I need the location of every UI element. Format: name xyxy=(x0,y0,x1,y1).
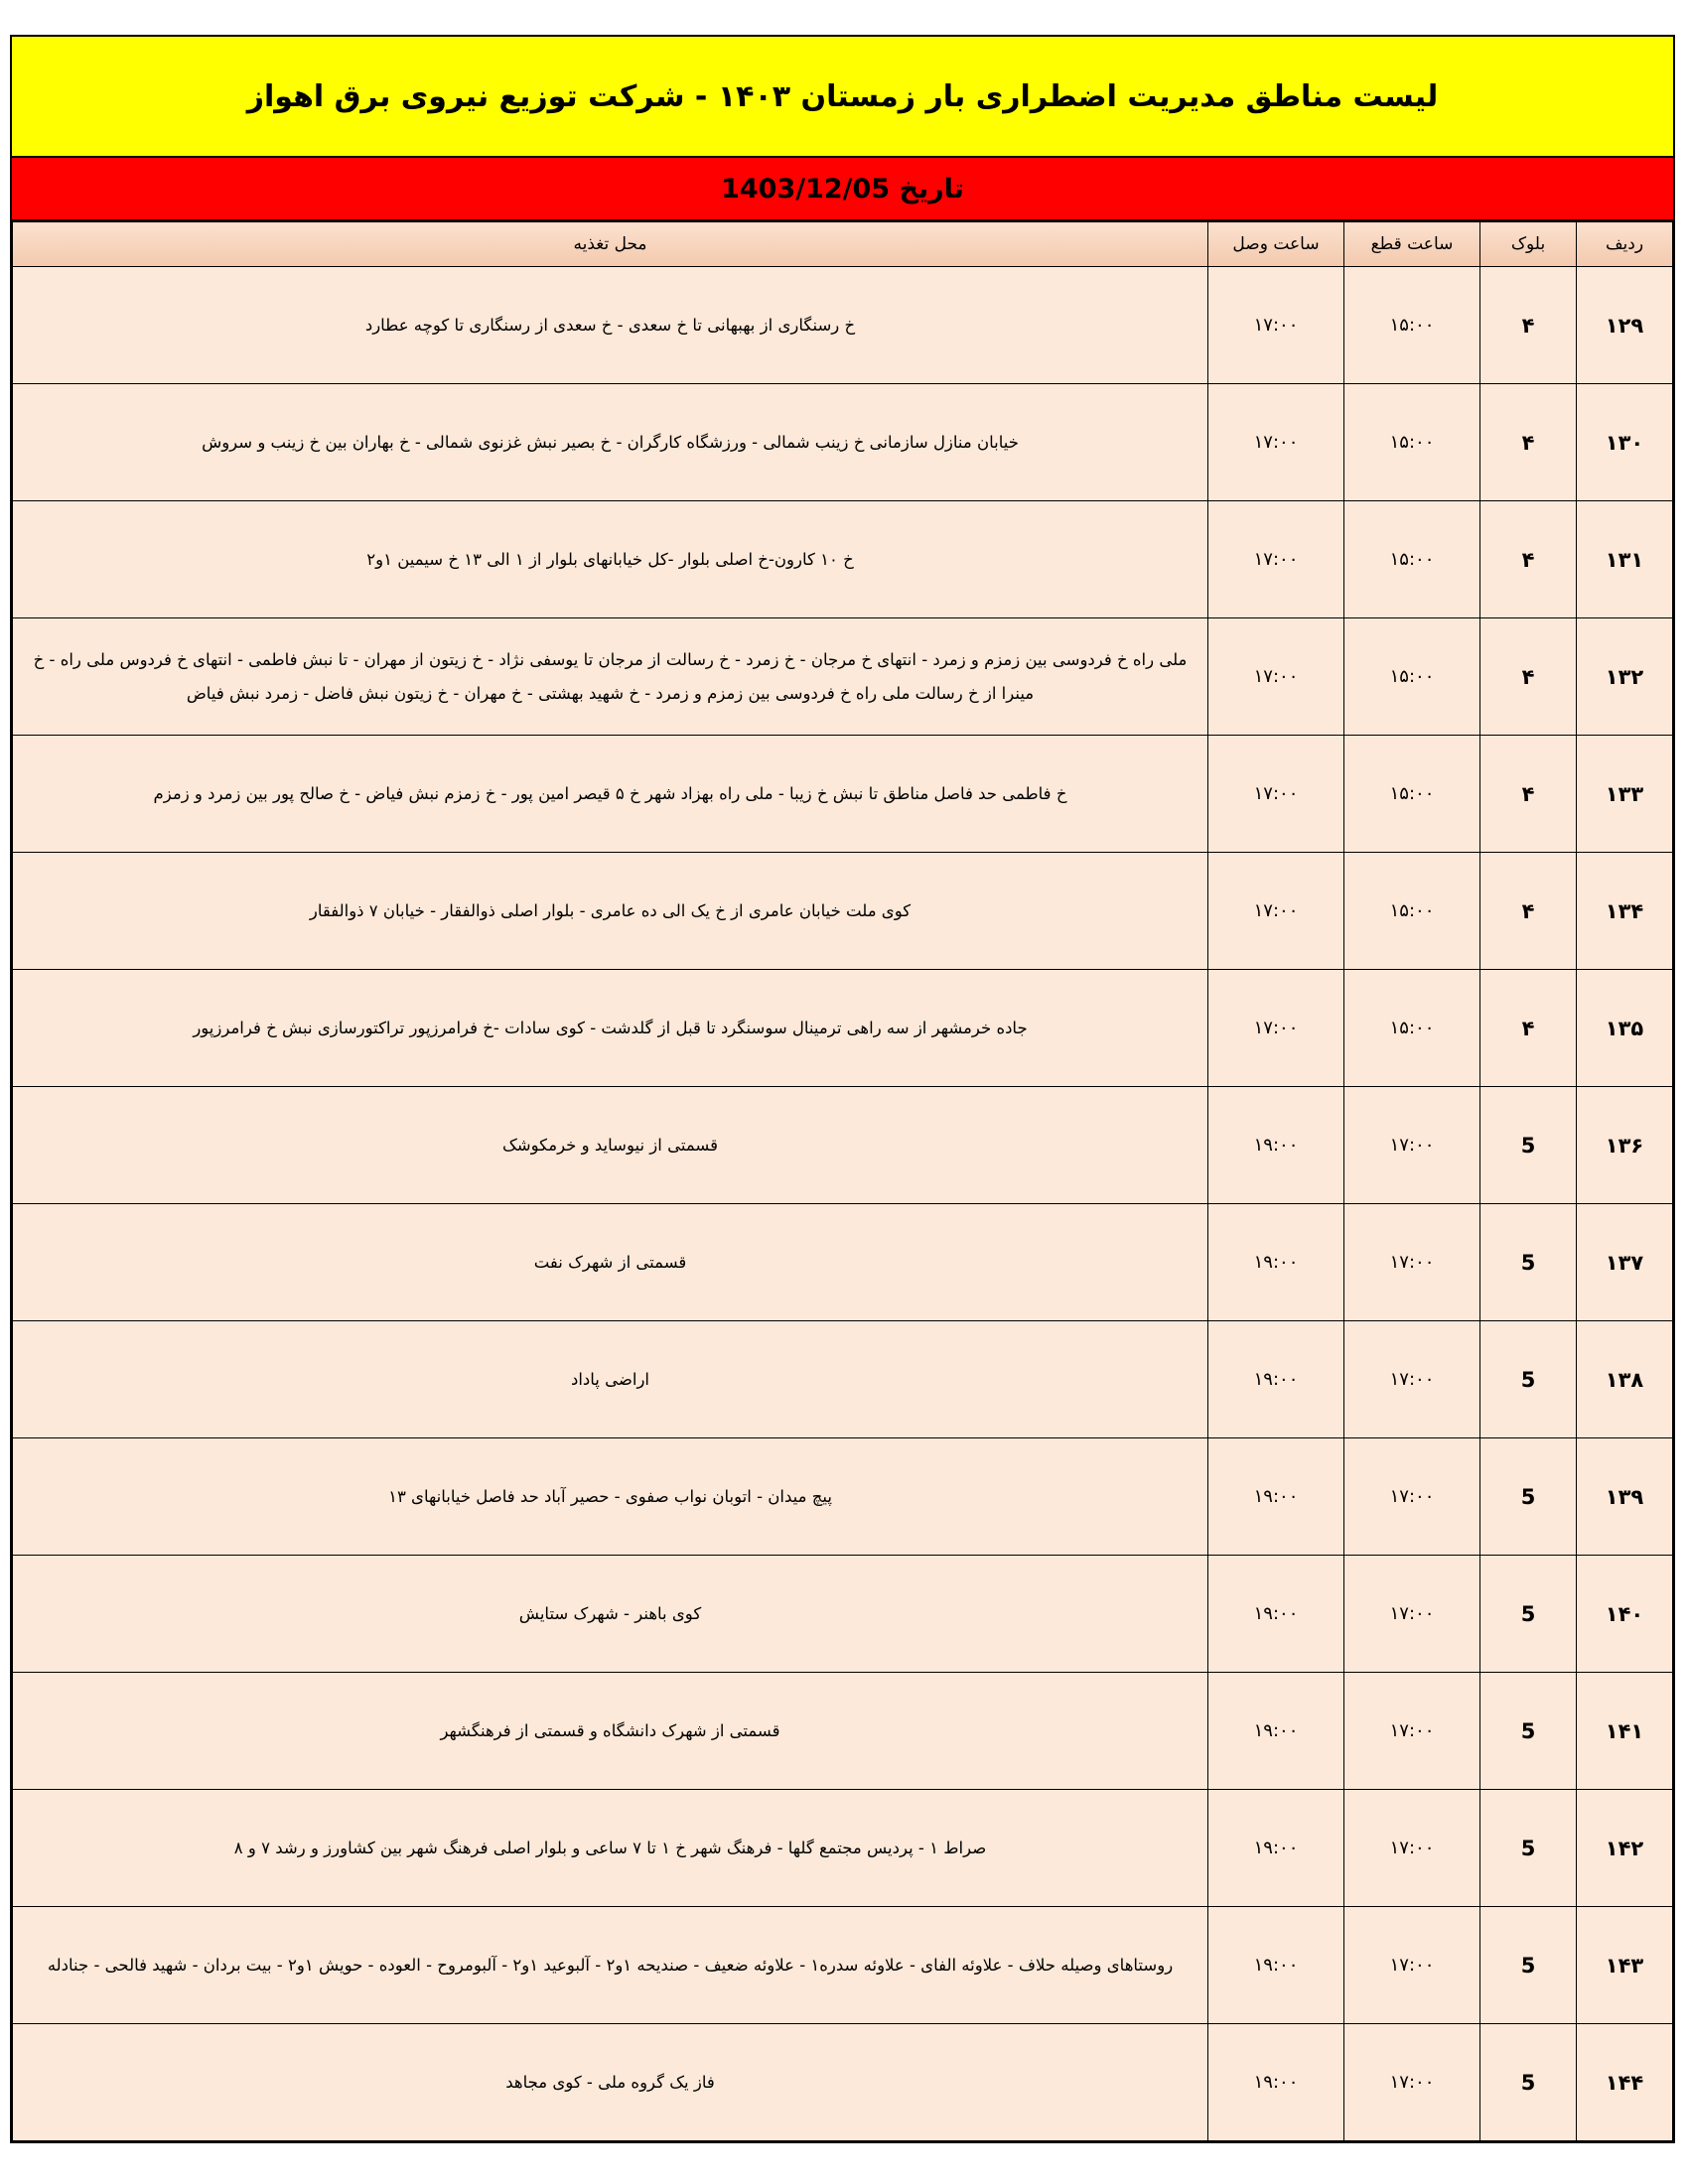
block-number: 5 xyxy=(1480,2024,1577,2141)
block-number: ۴ xyxy=(1480,970,1577,1087)
row-number: ۱۴۳ xyxy=(1577,1907,1673,2024)
connect-time: ۱۷:۰۰ xyxy=(1208,384,1344,501)
connect-time: ۱۷:۰۰ xyxy=(1208,853,1344,970)
page-title: لیست مناطق مدیریت اضطراری بار زمستان ۱۴۰۳ - شرکت توزیع نیروی برق اهواز xyxy=(246,78,1439,114)
cut-time: ۱۵:۰۰ xyxy=(1344,736,1480,853)
connect-time: ۱۹:۰۰ xyxy=(1208,1204,1344,1321)
row-number: ۱۳۳ xyxy=(1577,736,1673,853)
location: خ رسنگاری از بهبهانی تا خ سعدی - خ سعدی از رسنگاری تا کوچه عطارد xyxy=(13,267,1208,384)
row-number: ۱۴۴ xyxy=(1577,2024,1673,2141)
table-row xyxy=(13,1087,1673,1204)
schedule-table xyxy=(12,221,1673,2141)
table-row xyxy=(13,853,1673,970)
table-row xyxy=(13,2024,1673,2141)
location: اراضی پاداد xyxy=(13,1321,1208,1438)
block-number: 5 xyxy=(1480,1673,1577,1790)
location: فاز یک گروه ملی - کوی مجاهد xyxy=(13,2024,1208,2141)
block-number: ۴ xyxy=(1480,853,1577,970)
cut-time: ۱۷:۰۰ xyxy=(1344,1790,1480,1907)
block-number: 5 xyxy=(1480,1204,1577,1321)
table-row xyxy=(13,1321,1673,1438)
table-row xyxy=(13,1790,1673,1907)
cut-time: ۱۵:۰۰ xyxy=(1344,970,1480,1087)
table-row xyxy=(13,736,1673,853)
location: قسمتی از شهرک دانشگاه و قسمتی از فرهنگشهر xyxy=(13,1673,1208,1790)
connect-time: ۱۹:۰۰ xyxy=(1208,1556,1344,1673)
column-header-block: بلوک xyxy=(1480,222,1577,267)
cut-time: ۱۵:۰۰ xyxy=(1344,267,1480,384)
connect-time: ۱۹:۰۰ xyxy=(1208,1907,1344,2024)
connect-time: ۱۹:۰۰ xyxy=(1208,1673,1344,1790)
table-row xyxy=(13,1907,1673,2024)
cut-time: ۱۵:۰۰ xyxy=(1344,384,1480,501)
row-number: ۱۳۴ xyxy=(1577,853,1673,970)
block-number: ۴ xyxy=(1480,736,1577,853)
block-number: ۴ xyxy=(1480,501,1577,618)
connect-time: ۱۹:۰۰ xyxy=(1208,1790,1344,1907)
column-header-cut-time: ساعت قطع xyxy=(1344,222,1480,267)
connect-time: ۱۹:۰۰ xyxy=(1208,1087,1344,1204)
schedule-date: تاریخ 1403/12/05 xyxy=(721,173,964,205)
cut-time: ۱۷:۰۰ xyxy=(1344,1673,1480,1790)
location: ملی راه خ فردوسی بین زمزم و زمرد - انتهای خ مرجان - خ زمرد - خ رسالت از مرجان تا یوسفی نژاد - خ زیتون از مهران - تا نبش فاطمی - انتهای خ فردوس ملی راه - خ مینرا از خ رسالت ملی راه خ فردوسی بین زمزم و زمرد - خ شهید بهشتی - خ مهران - خ زیتون نبش فاضل - زمرد نبش فیاض xyxy=(13,618,1208,736)
column-header-connect-time: ساعت وصل xyxy=(1208,222,1344,267)
outage-schedule-sheet xyxy=(10,35,1675,2143)
connect-time: ۱۷:۰۰ xyxy=(1208,736,1344,853)
connect-time: ۱۹:۰۰ xyxy=(1208,2024,1344,2141)
row-number: ۱۳۶ xyxy=(1577,1087,1673,1204)
location: صراط ۱ - پردیس مجتمع گلها - فرهنگ شهر خ ۱ تا ۷ ساعی و بلوار اصلی فرهنگ شهر بین کشاورز و رشد ۷ و ۸ xyxy=(13,1790,1208,1907)
table-row xyxy=(13,970,1673,1087)
cut-time: ۱۵:۰۰ xyxy=(1344,618,1480,736)
column-header-row-number: ردیف xyxy=(1577,222,1673,267)
connect-time: ۱۹:۰۰ xyxy=(1208,1321,1344,1438)
block-number: 5 xyxy=(1480,1907,1577,2024)
cut-time: ۱۵:۰۰ xyxy=(1344,501,1480,618)
table-row xyxy=(13,1556,1673,1673)
title-bar xyxy=(12,37,1673,158)
connect-time: ۱۷:۰۰ xyxy=(1208,267,1344,384)
block-number: 5 xyxy=(1480,1321,1577,1438)
block-number: 5 xyxy=(1480,1556,1577,1673)
table-row xyxy=(13,618,1673,736)
row-number: ۱۳۱ xyxy=(1577,501,1673,618)
table-row xyxy=(13,267,1673,384)
table-row xyxy=(13,1438,1673,1556)
table-header-row xyxy=(13,222,1673,267)
cut-time: ۱۷:۰۰ xyxy=(1344,2024,1480,2141)
block-number: ۴ xyxy=(1480,267,1577,384)
location: قسمتی از نیوساید و خرمکوشک xyxy=(13,1087,1208,1204)
cut-time: ۱۷:۰۰ xyxy=(1344,1907,1480,2024)
cut-time: ۱۷:۰۰ xyxy=(1344,1556,1480,1673)
row-number: ۱۲۹ xyxy=(1577,267,1673,384)
row-number: ۱۳۲ xyxy=(1577,618,1673,736)
block-number: 5 xyxy=(1480,1438,1577,1556)
row-number: ۱۳۰ xyxy=(1577,384,1673,501)
block-number: 5 xyxy=(1480,1087,1577,1204)
connect-time: ۱۷:۰۰ xyxy=(1208,501,1344,618)
table-row xyxy=(13,1204,1673,1321)
location: خیابان منازل سازمانی خ زینب شمالی - ورزشگاه کارگران - خ بصیر نبش غزنوی شمالی - خ بهاران بین خ زینب و سروش xyxy=(13,384,1208,501)
cut-time: ۱۵:۰۰ xyxy=(1344,853,1480,970)
row-number: ۱۴۲ xyxy=(1577,1790,1673,1907)
cut-time: ۱۷:۰۰ xyxy=(1344,1087,1480,1204)
location: پیچ میدان - اتوبان نواب صفوی - حصیر آباد حد فاصل خیابانهای ۱۳ xyxy=(13,1438,1208,1556)
connect-time: ۱۹:۰۰ xyxy=(1208,1438,1344,1556)
connect-time: ۱۷:۰۰ xyxy=(1208,970,1344,1087)
block-number: ۴ xyxy=(1480,384,1577,501)
connect-time: ۱۷:۰۰ xyxy=(1208,618,1344,736)
cut-time: ۱۷:۰۰ xyxy=(1344,1438,1480,1556)
block-number: ۴ xyxy=(1480,618,1577,736)
row-number: ۱۳۵ xyxy=(1577,970,1673,1087)
cut-time: ۱۷:۰۰ xyxy=(1344,1321,1480,1438)
row-number: ۱۴۰ xyxy=(1577,1556,1673,1673)
table-row xyxy=(13,1673,1673,1790)
block-number: 5 xyxy=(1480,1790,1577,1907)
location: قسمتی از شهرک نفت xyxy=(13,1204,1208,1321)
row-number: ۱۳۷ xyxy=(1577,1204,1673,1321)
cut-time: ۱۷:۰۰ xyxy=(1344,1204,1480,1321)
location: جاده خرمشهر از سه راهی ترمینال سوسنگرد تا قبل از گلدشت - کوی سادات -خ فرامرزپور تراکتورسازی نبش خ فرامرزپور xyxy=(13,970,1208,1087)
row-number: ۱۳۸ xyxy=(1577,1321,1673,1438)
column-header-location: محل تغذیه xyxy=(13,222,1208,267)
table-row xyxy=(13,501,1673,618)
location: کوی ملت خیابان عامری از خ یک الی ده عامری - بلوار اصلی ذوالفقار - خیابان ۷ ذوالفقار xyxy=(13,853,1208,970)
row-number: ۱۴۱ xyxy=(1577,1673,1673,1790)
location: خ ۱۰ کارون-خ اصلی بلوار -کل خیابانهای بلوار از ۱ الی ۱۳ خ سیمین ۱و۲ xyxy=(13,501,1208,618)
location: کوی باهنر - شهرک ستایش xyxy=(13,1556,1208,1673)
row-number: ۱۳۹ xyxy=(1577,1438,1673,1556)
date-bar xyxy=(12,158,1673,221)
location: روستاهای وصیله حلاف - علاوئه الفای - علاوئه سدره۱ - علاوئه ضعیف - صندیحه ۱و۲ - آلبوعید ۱و۲ - آلبومروح - العوده - حویش ۱و۲ - بیت بردان - شهید فالحی - جنادله xyxy=(13,1907,1208,2024)
table-row xyxy=(13,384,1673,501)
location: خ فاطمی حد فاصل مناطق تا نبش خ زیبا - ملی راه بهزاد شهر خ ۵ قیصر امین پور - خ زمزم نبش فیاض - خ صالح پور بین زمرد و زمزم xyxy=(13,736,1208,853)
